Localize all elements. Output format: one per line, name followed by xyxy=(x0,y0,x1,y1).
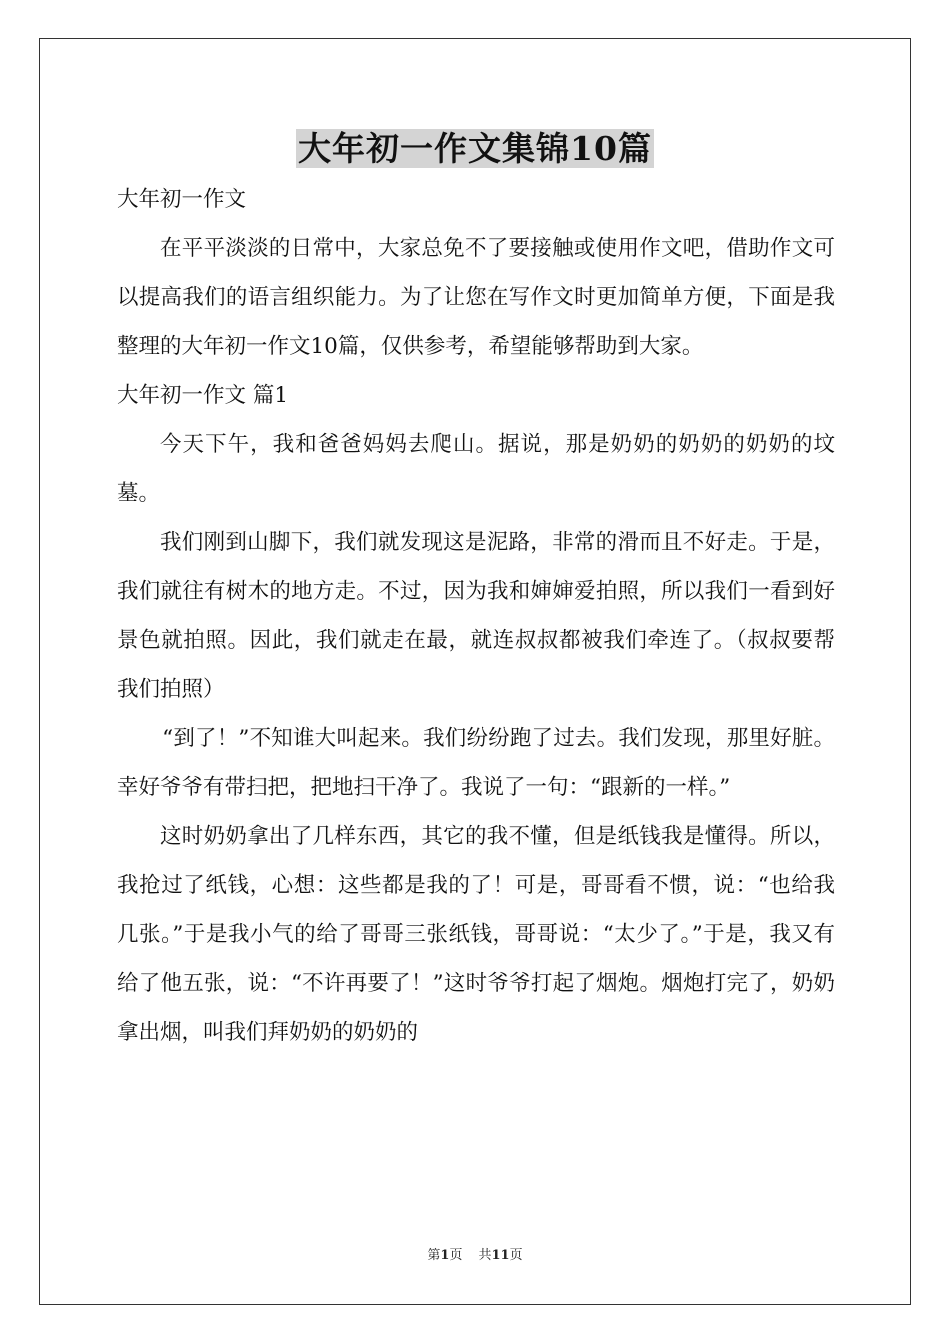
section-heading: 大年初一作文 篇1 xyxy=(117,383,289,408)
document-title xyxy=(0,126,950,172)
document-title-text: 大年初一作文集锦10篇 xyxy=(298,129,652,168)
body-paragraph: 这时奶奶拿出了几样东西，其它的我不懂，但是纸钱我是懂得。所以，我抢过了纸钱，心想：这些都是我的了！可是，哥哥看不惯，说：“也给我几张。”于是我小气的给了哥哥三张纸钱，哥哥说：“太少了。”于是，我又有给了他五张，说：“不许再要了！”这时爷爷打起了烟炮。烟炮打完了，奶奶拿出烟，叫我们拜奶奶的奶奶的 xyxy=(117,824,835,1045)
page-suffix: 页 xyxy=(449,1248,463,1263)
total-prefix: 共 xyxy=(478,1248,492,1263)
total-pages: 11 xyxy=(491,1248,510,1263)
page-prefix: 第 xyxy=(427,1248,441,1263)
intro-paragraph: 在平平淡淡的日常中，大家总免不了要接触或使用作文吧，借助作文可以提高我们的语言组织能力。为了让您在写作文时更加简单方便，下面是我整理的大年初一作文10篇，仅供参考，希望能够帮助到大家。 xyxy=(117,236,835,359)
page-number: 1 xyxy=(440,1248,450,1263)
total-suffix: 页 xyxy=(509,1248,523,1263)
page-footer xyxy=(0,1247,950,1265)
body-paragraph: 我们刚到山脚下，我们就发现这是泥路，非常的滑而且不好走。于是，我们就往有树木的地方走。不过，因为我和婶婶爱拍照，所以我们一看到好景色就拍照。因此，我们就走在最，就连叔叔都被我们牵连了。（叔叔要帮我们拍照） xyxy=(117,530,835,702)
body-paragraph: 今天下午，我和爸爸妈妈去爬山。据说，那是奶奶的奶奶的奶奶的坟墓。 xyxy=(117,432,835,506)
section-heading: 大年初一作文 xyxy=(117,187,247,212)
body-paragraph: “到了！”不知谁大叫起来。我们纷纷跑了过去。我们发现，那里好脏。幸好爷爷有带扫把，把地扫干净了。我说了一句：“跟新的一样。” xyxy=(117,726,835,800)
document-body xyxy=(117,175,835,1057)
